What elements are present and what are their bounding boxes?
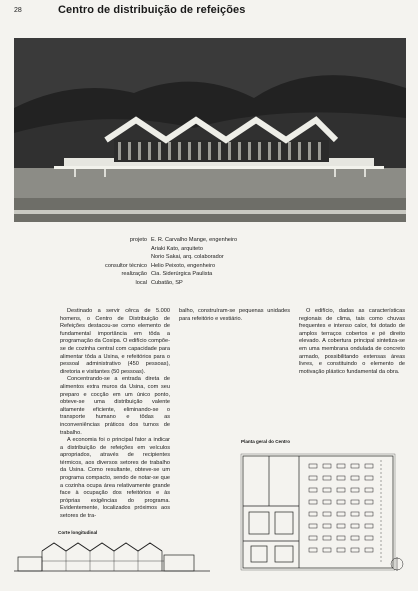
credit-row bbox=[60, 279, 351, 288]
credit-value: Cia. Siderúrgica Paulista bbox=[151, 271, 213, 278]
credit-row bbox=[60, 262, 351, 271]
plan-caption: Planta geral do Centro bbox=[241, 439, 291, 444]
floor-plan-drawing bbox=[239, 446, 408, 576]
page-title: Centro de distribuição de refeições bbox=[58, 4, 246, 16]
project-credits bbox=[60, 236, 351, 288]
credit-label: realização bbox=[121, 271, 147, 278]
paragraph: A economia foi o principal fator a indicar a distribuição de refeições em veículos apropriados, através de recipientes térmicos, aos diversos setores de trabalho da Usina. Como resultante, obteve-se um programa compacto, sendo de notar-se que a cozinha ocupa área relativamente grande face à ocupação dos refeitórios e às próprias exigências do programa. Evidentemente, localizados próximos aos setores de tra- bbox=[60, 437, 170, 520]
building-photo bbox=[14, 38, 406, 222]
text-column-1 bbox=[60, 308, 170, 521]
longitudinal-section-drawing bbox=[14, 537, 210, 575]
credit-label: consultor técnico bbox=[105, 262, 147, 269]
section-caption: Corte longitudinal bbox=[58, 530, 98, 535]
credit-value: Helio Peixoto, engenheiro bbox=[151, 262, 216, 269]
paragraph: balho, construíram-se pequenas unidades para refeitório e vestiário. bbox=[179, 308, 290, 322]
paragraph: Destinado a servir cêrca de 5.000 homens, o Centro de Distribuição de Refeições destacou-se como elemento de fundamental importância em tôda a programação da Cosipa. O edifício compõe-se de cozinha central com capacidade para alimentar tôda a Usina, e refeitórios para o pessoal administrativo (450 pessoas), diretoria e visitantes (50 pessoas). bbox=[60, 308, 170, 375]
credit-value: Cubatão, SP bbox=[151, 279, 183, 286]
text-column-2 bbox=[179, 308, 290, 323]
credit-value: Ariaki Kato, arquiteto bbox=[151, 245, 203, 252]
page-number: 28 bbox=[14, 7, 22, 14]
credit-value: Norio Sakai, arq. colaborador bbox=[151, 254, 224, 261]
credit-label: local bbox=[135, 279, 147, 286]
paragraph: O edifício, dadas as características regionais de clima, tais como chuvas frequentes e intenso calor, foi dotado de amplos terraços cobertos e pé direito elevado. A cobertura principal sintetiza-se em uma membrana ondulada de concreto armado, possibilitando extensas áreas livres, e constituindo o elemento de motivação plástico fundamental da obra. bbox=[299, 308, 405, 375]
credit-row bbox=[60, 270, 351, 279]
credit-row bbox=[60, 236, 351, 262]
paragraph: Concentrando-se a entrada direta de alimentos extra muros da Usina, com seu preparo e cocção em um único ponto, obteve-se uma distribuição valente altamente eficiente, eliminando-se o transporte humano e tôdas as inconveniências práticos dos turnos de trabalho. bbox=[60, 376, 170, 436]
credit-label: projeto bbox=[129, 237, 147, 243]
text-column-3 bbox=[299, 308, 405, 376]
credit-value: E. R. Carvalho Mange, engenheiro bbox=[151, 237, 238, 243]
